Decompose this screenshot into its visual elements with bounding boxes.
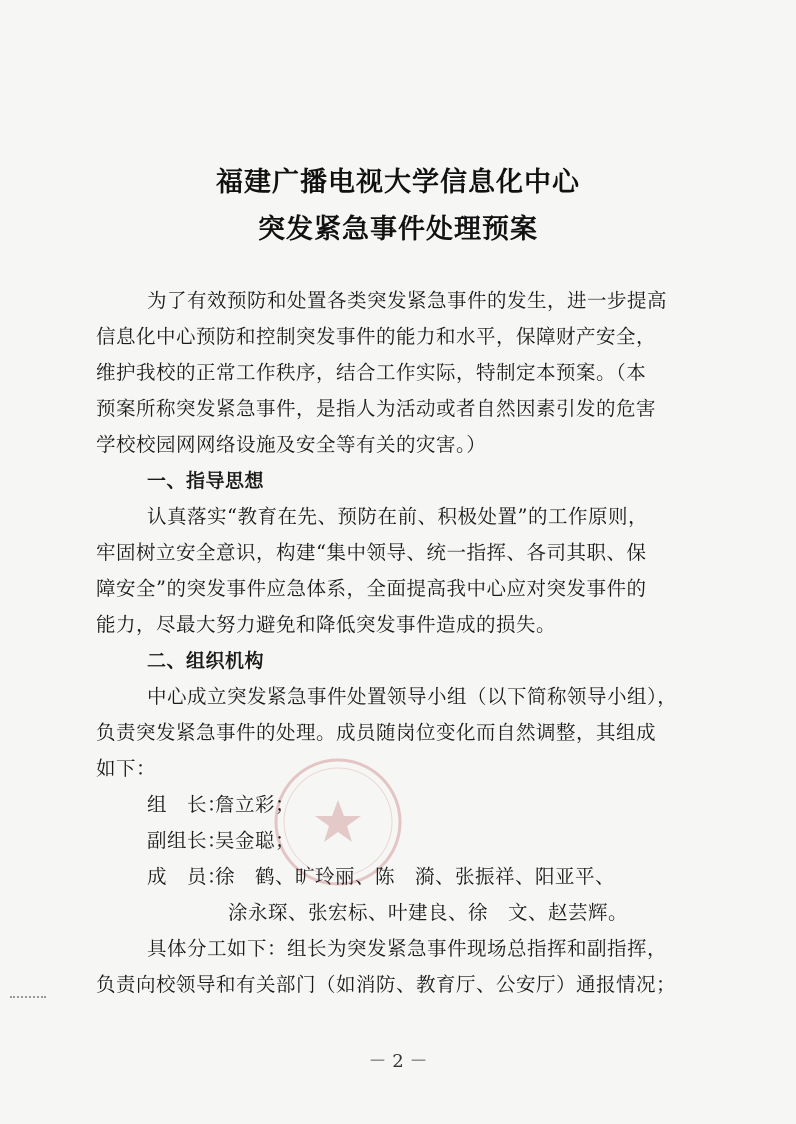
intro-line-3: 维护我校的正常工作秩序，结合工作实际，特制定本预案。（本 (96, 361, 647, 384)
intro-line-1: 为了有效预防和处置各类突发紧急事件的发生，进一步提高 (147, 289, 668, 312)
scan-artifact (10, 996, 46, 1000)
section1-line-1: 认真落实“教育在先、预防在前、积极处置”的工作原则， (147, 505, 648, 528)
intro-line-2: 信息化中心预防和控制突发事件的能力和水平，保障财产安全， (96, 325, 657, 348)
deputy-label: 副组长： (147, 829, 228, 852)
members-label: 成 员： (147, 865, 228, 888)
section2-line-3: 如下： (96, 757, 157, 780)
page-number: － 2 － (368, 1051, 428, 1072)
section1-line-4: 能力，尽最大努力避免和降低突发事件造成的损失。 (96, 613, 557, 636)
document-title-line1: 福建广播电视大学信息化中心 (216, 167, 580, 198)
document-title-line2: 突发紧急事件处理预案 (258, 214, 538, 245)
leader-row (147, 792, 707, 818)
section-heading-guiding-principles: 一、指导思想 (147, 470, 265, 492)
section2-line-2: 负责突发紧急事件的处理。成员随岗位变化而自然调整，其组成 (96, 721, 657, 744)
members-names-2: 涂永琛、张宏标、叶建良、徐 文、赵芸辉。 (228, 901, 629, 924)
section1-line-3: 障安全”的突发事件应急体系，全面提高我中心应对突发事件的 (96, 577, 647, 600)
deputy-name: 吴金聪； (215, 829, 296, 852)
leader-name: 詹立彩； (215, 793, 296, 816)
deputy-row (147, 828, 707, 854)
intro-line-5: 学校校园网网络设施及安全等有关的灾害。） (96, 433, 487, 456)
duties-line-2: 负责向校领导和有关部门（如消防、教育厅、公安厅）通报情况； (96, 973, 677, 996)
section1-line-2: 牢固树立安全意识，构建“集中领导、统一指挥、各司其职、保 (96, 541, 647, 564)
members-row (147, 864, 707, 890)
section-heading-organization: 二、组织机构 (147, 650, 265, 672)
members-names-1: 徐 鹤、旷玲丽、陈 漪、张振祥、阳亚平、 (215, 865, 616, 888)
intro-line-4: 预案所称突发紧急事件，是指人为活动或者自然因素引发的危害 (96, 397, 657, 420)
duties-line-1: 具体分工如下：组长为突发紧急事件现场总指挥和副指挥， (147, 937, 668, 960)
section2-line-1: 中心成立突发紧急事件处置领导小组（以下简称领导小组）， (147, 685, 678, 708)
leader-label: 组 长： (147, 793, 228, 816)
